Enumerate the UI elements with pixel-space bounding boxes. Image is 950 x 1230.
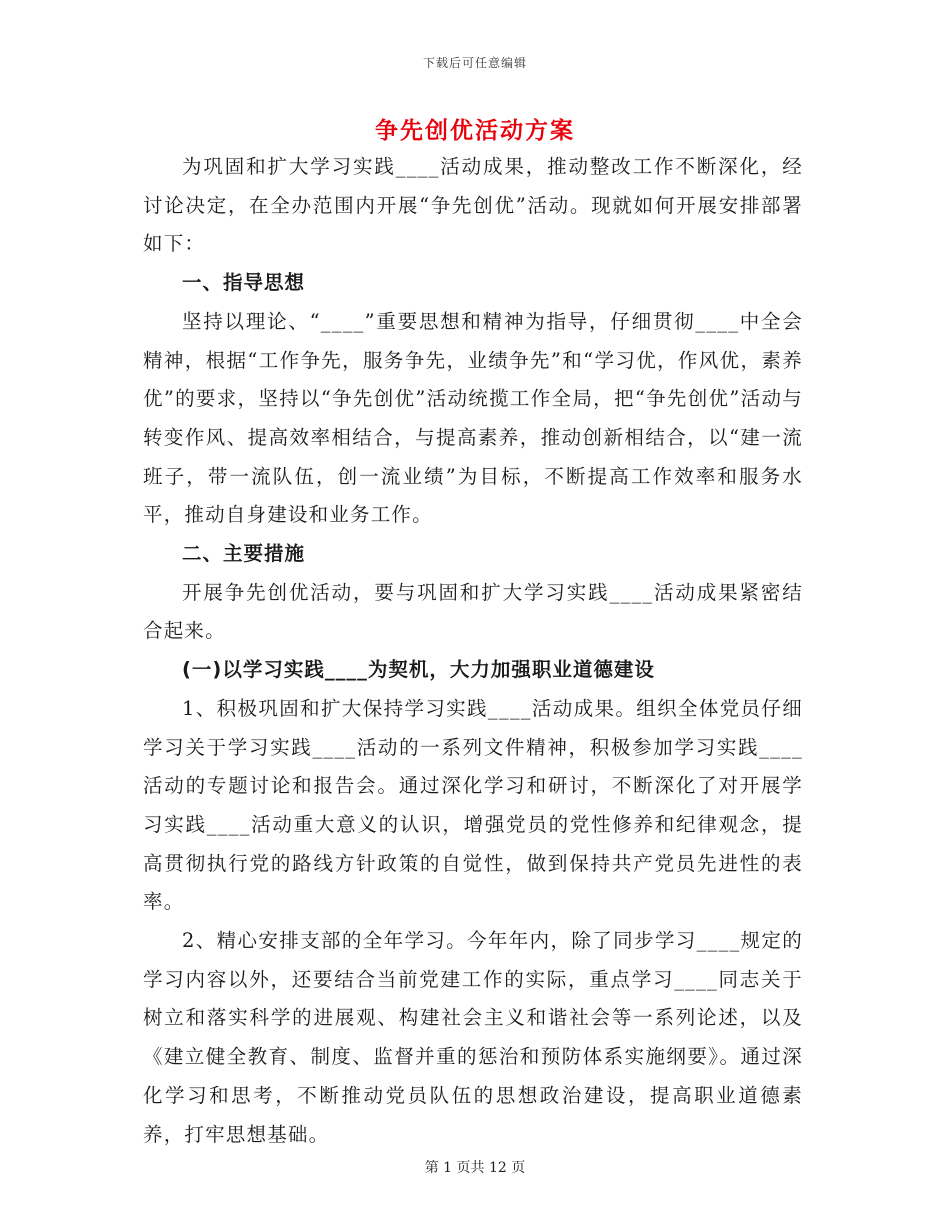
item-1-paragraph: 1、积极巩固和扩大保持学习实践____活动成果。组织全体党员仔细学习关于学习实践____活动的一系列文件精神，积极参加学习实践____活动的专题讨论和报告会。通过深化学习和研讨，不断深化了对开展学习实践____活动重大意义的认识，增强党员的党性修养和纪律观念，提高贯彻执行党的路线方针政策的自觉性，做到保持共产党员先进性的表率。: [143, 696, 803, 914]
document-body: [143, 148, 803, 1154]
section-1-heading: 一、指导思想: [182, 271, 306, 295]
page-number: 第 1 页共 12 页: [424, 1160, 526, 1176]
subsection-1-heading: (一)以学习实践____为契机，大力加强职业道德建设: [182, 658, 655, 682]
section-2-heading: 二、主要措施: [182, 542, 306, 566]
section-2-paragraph: 开展争先创优活动，要与巩固和扩大学习实践____活动成果紧密结合起来。: [143, 580, 803, 643]
section-1-paragraph: 坚持以理论、“____”重要思想和精神为指导，仔细贯彻____中全会精神，根据“工作争先，服务争先，业绩争先”和“学习优，作风优，素养优”的要求，坚持以“争先创优”活动统揽工作全局，把“争先创优”活动与转变作风、提高效率相结合，与提高素养，推动创新相结合，以“建一流班子，带一流队伍，创一流业绩”为目标，不断提高工作效率和服务水平，推动自身建设和业务工作。: [143, 309, 803, 527]
item-2-paragraph: 2、精心安排支部的全年学习。今年年内，除了同步学习____规定的学习内容以外，还要结合当前党建工作的实际，重点学习____同志关于树立和落实科学的进展观、构建社会主义和谐社会等一系列论述，以及《建立健全教育、制度、监督并重的惩治和预防体系实施纲要》。通过深化学习和思考，不断推动党员队伍的思想政治建设，提高职业道德素养，打牢思想基础。: [143, 929, 803, 1146]
header-note: 下载后可任意编辑: [422, 56, 527, 70]
intro-paragraph: 为巩固和扩大学习实践____活动成果，推动整改工作不断深化，经讨论决定，在全办范围内开展“争先创优”活动。现就如何开展安排部署如下：: [143, 155, 803, 256]
document-title: 争先创优活动方案: [375, 118, 575, 144]
